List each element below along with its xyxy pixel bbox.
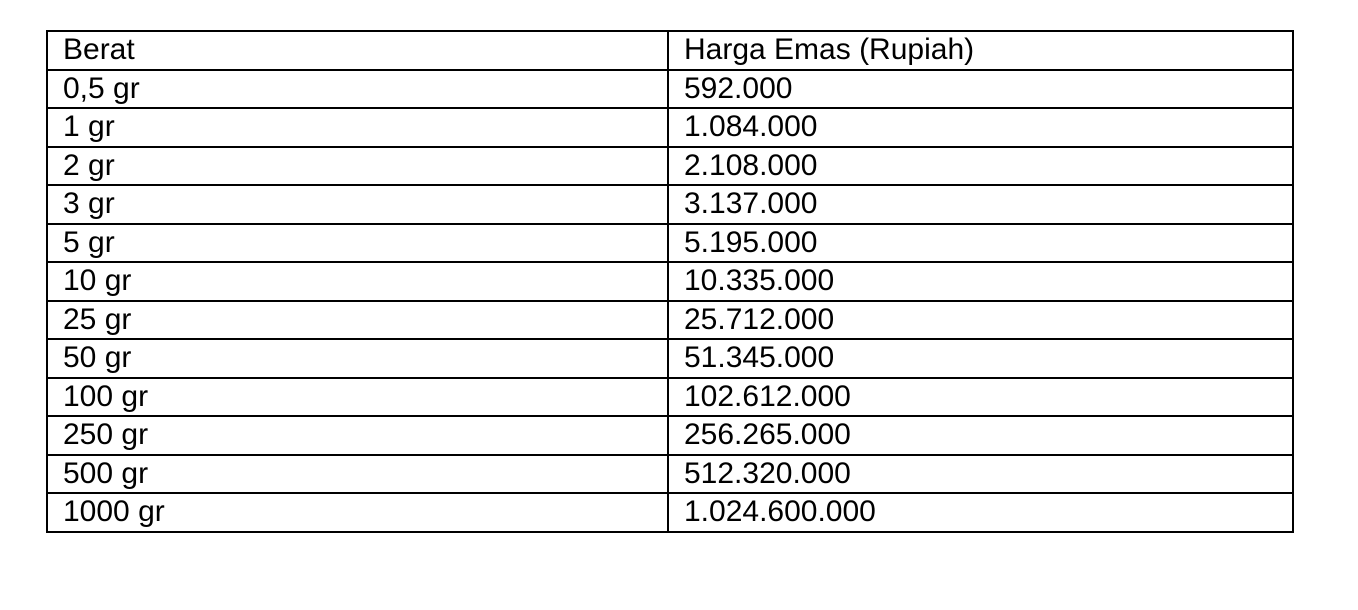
table-row: [47, 224, 1293, 263]
cell-weight: 25 gr: [47, 301, 668, 340]
cell-price: 102.612.000: [668, 378, 1293, 417]
table-row: [47, 262, 1293, 301]
table-row: [47, 147, 1293, 186]
cell-weight: 50 gr: [47, 339, 668, 378]
cell-weight: 0,5 gr: [47, 70, 668, 109]
table-row: [47, 416, 1293, 455]
cell-price: 256.265.000: [668, 416, 1293, 455]
cell-price: 25.712.000: [668, 301, 1293, 340]
gold-price-table: [46, 30, 1294, 533]
cell-weight: 1 gr: [47, 108, 668, 147]
table-header-row: [47, 31, 1293, 70]
table-row: [47, 301, 1293, 340]
table-row: [47, 70, 1293, 109]
table-row: [47, 108, 1293, 147]
cell-price: 592.000: [668, 70, 1293, 109]
cell-price: 10.335.000: [668, 262, 1293, 301]
table-row: [47, 185, 1293, 224]
cell-weight: 2 gr: [47, 147, 668, 186]
header-weight: Berat: [47, 31, 668, 70]
cell-price: 1.084.000: [668, 108, 1293, 147]
table-row: [47, 339, 1293, 378]
cell-price: 5.195.000: [668, 224, 1293, 263]
header-gold-price: Harga Emas (Rupiah): [668, 31, 1293, 70]
cell-price: 2.108.000: [668, 147, 1293, 186]
cell-price: 3.137.000: [668, 185, 1293, 224]
table-row: [47, 493, 1293, 532]
table-row: [47, 455, 1293, 494]
cell-price: 51.345.000: [668, 339, 1293, 378]
cell-price: 1.024.600.000: [668, 493, 1293, 532]
cell-weight: 5 gr: [47, 224, 668, 263]
cell-weight: 500 gr: [47, 455, 668, 494]
cell-weight: 10 gr: [47, 262, 668, 301]
cell-weight: 250 gr: [47, 416, 668, 455]
cell-weight: 1000 gr: [47, 493, 668, 532]
table-row: [47, 378, 1293, 417]
table-body: [47, 31, 1293, 532]
cell-weight: 3 gr: [47, 185, 668, 224]
cell-weight: 100 gr: [47, 378, 668, 417]
cell-price: 512.320.000: [668, 455, 1293, 494]
